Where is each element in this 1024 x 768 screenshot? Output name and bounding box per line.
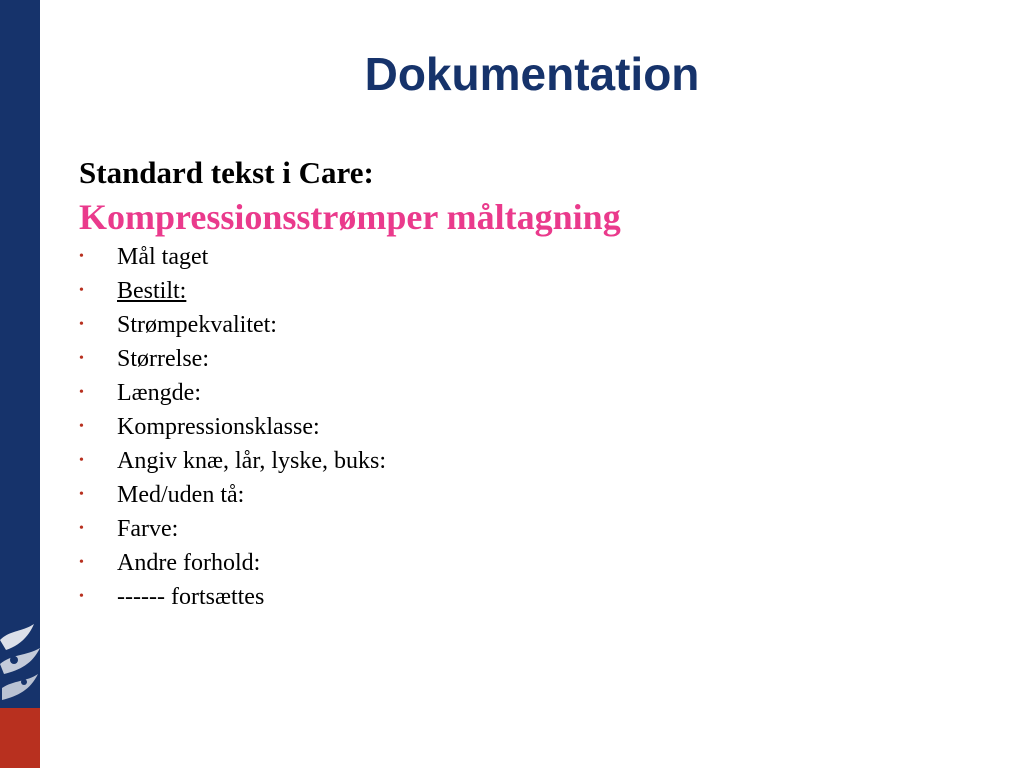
list-item-text: Bestilt: xyxy=(117,278,187,304)
bullet-icon: • xyxy=(79,351,84,366)
bullet-icon: • xyxy=(79,487,84,502)
list-item-text: Angiv knæ, lår, lyske, buks: xyxy=(117,448,387,474)
bullet-icon: • xyxy=(79,521,84,536)
list-item-text: Kompressionsklasse: xyxy=(117,414,320,440)
bullet-icon: • xyxy=(79,385,84,400)
bullet-icon: • xyxy=(79,453,84,468)
list-item-text: Længde: xyxy=(117,380,201,406)
slide-subtitle: Standard tekst i Care: xyxy=(79,155,374,190)
bullet-icon: • xyxy=(79,283,84,298)
list-item-text: Andre forhold: xyxy=(117,550,261,576)
highlight-heading: Kompressionsstrømper måltagning xyxy=(79,197,621,237)
list-item-text: Strømpekvalitet: xyxy=(117,312,277,338)
bullet-icon: • xyxy=(79,555,84,570)
bullet-icon: • xyxy=(79,419,84,434)
list-item-text: Med/uden tå: xyxy=(117,482,245,508)
bullet-icon: • xyxy=(79,317,84,332)
slide-title: Dokumentation xyxy=(364,48,700,100)
list-item-text: Størrelse: xyxy=(117,346,209,372)
decorative-crest-icon xyxy=(0,620,40,708)
list-item-text: Farve: xyxy=(117,516,179,542)
bullet-icon: • xyxy=(79,589,84,604)
list-item-text: Mål taget xyxy=(117,244,209,270)
list-item-text: ------ fortsættes xyxy=(117,584,265,610)
side-accent-bar xyxy=(0,708,40,768)
bullet-icon: • xyxy=(79,249,84,264)
